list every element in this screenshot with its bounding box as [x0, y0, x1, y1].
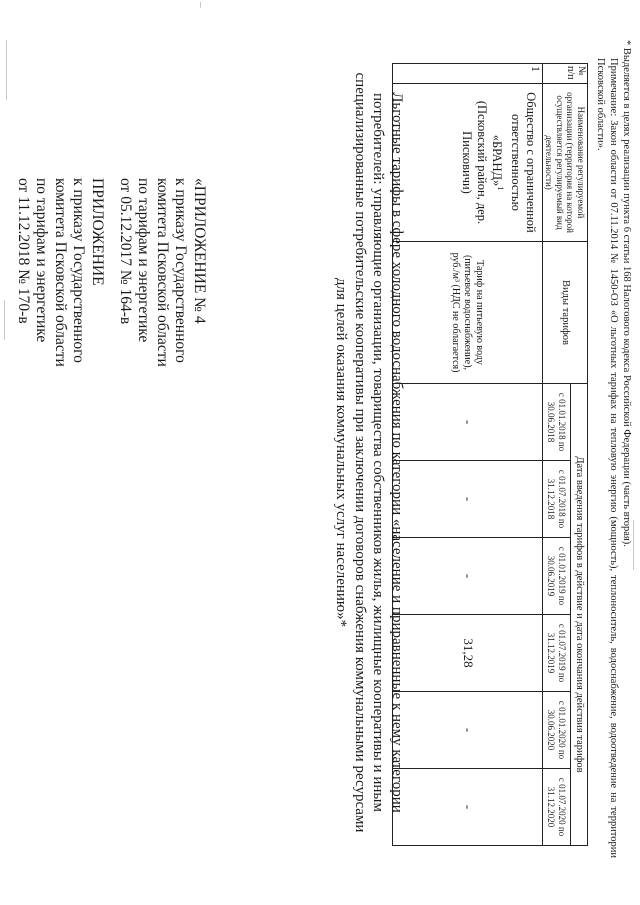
appendix-line: по тарифам и энергетике — [33, 178, 51, 343]
header-organization: Наименование регулируемой организации (территория на которой осуществляется регулируемый вид деятельности) — [543, 84, 588, 242]
row-value: - — [393, 769, 543, 846]
appendix-order-ref: от 11.12.2018 № 170-в — [15, 178, 32, 324]
org-name: Общество с ограниченной ответственностью «БРАНД» — [489, 92, 538, 233]
appendix-line: комитета Псковской области — [154, 178, 171, 367]
row-value: 31,28 — [393, 615, 543, 692]
appendix-heading: ПРИЛОЖЕНИЕ — [89, 178, 106, 286]
org-footnote-mark: 1 — [496, 186, 505, 191]
appendix-line: к приказу Государственного — [70, 178, 88, 363]
appendix-block-current — [14, 178, 107, 367]
row-num: 1 — [393, 64, 543, 84]
appendix-line: к приказу Государственного — [172, 178, 190, 363]
appendix-order-ref: от 05.12.2017 № 164-в — [117, 178, 134, 325]
header-period: с 01.07.2019 по 31.12.2019 — [543, 615, 571, 692]
scan-artifact — [4, 300, 5, 340]
row-tariff-type: Тариф на питьевую воду (питьевое водоснабжение), руб./м³ (НДС не облагается) — [393, 242, 543, 384]
header-period: с 01.01.2019 по 30.06.2019 — [543, 538, 571, 615]
header-tariff-type: Виды тарифов — [543, 242, 588, 384]
appendix-block-previous — [116, 178, 209, 367]
header-num: № п/п — [543, 64, 588, 84]
row-value: - — [393, 538, 543, 615]
title-line: для целей оказания коммунальных услуг населению»* — [333, 277, 350, 628]
appendix-line: по тарифам и энергетике — [135, 178, 153, 343]
row-value: - — [393, 384, 543, 461]
note-tax-footnote: * Выделяется в целях реализации пункта 6 статьи 168 Налогового кодекса Российской Федерации (часть вторая). — [621, 40, 632, 547]
table-row — [393, 64, 543, 846]
header-period: с 01.01.2018 по 30.06.2018 — [543, 384, 571, 461]
header-period: с 01.07.2018 по 31.12.2018 — [543, 461, 571, 538]
scan-artifact — [6, 40, 7, 100]
title-line: потребителей: управляющие организации, товарищества собственников жилья, жилищные кооперативы и иным — [370, 93, 387, 812]
appendix-line: комитета Псковской области — [52, 178, 69, 367]
scan-artifact — [200, 2, 201, 8]
header-period: с 01.07.2020 по 31.12.2020 — [543, 769, 571, 846]
row-organization — [393, 84, 543, 242]
table-header-row — [570, 64, 587, 846]
appendix-heading: «ПРИЛОЖЕНИЕ № 4 — [191, 178, 208, 324]
title-line: Льготные тарифы в сфере холодного водоснабжения по категории «население и приравненные к нему категории — [389, 92, 405, 813]
org-location: (Псковский район, дер. Писковичи) — [459, 100, 489, 225]
title-line: специализированные потребительские кооперативы при заключении договоров снабжения коммунальными ресурсами — [352, 72, 368, 833]
tariff-table — [392, 63, 588, 846]
header-period: с 01.01.2020 по 30.06.2020 — [543, 692, 571, 769]
row-value: - — [393, 461, 543, 538]
scan-artifact — [633, 520, 634, 570]
note-law-reference: Примечание: Закон области от 07.11.2014 № 1450-ОЗ «О льготных тарифах на тепловую энергию (мощность), теплоноситель, водоснабжение, водоотведение на территории Псковской области». — [595, 58, 619, 858]
header-dates: Дата введения тарифов в действие и дата окончания действия тарифов — [570, 384, 587, 846]
row-value: - — [393, 692, 543, 769]
